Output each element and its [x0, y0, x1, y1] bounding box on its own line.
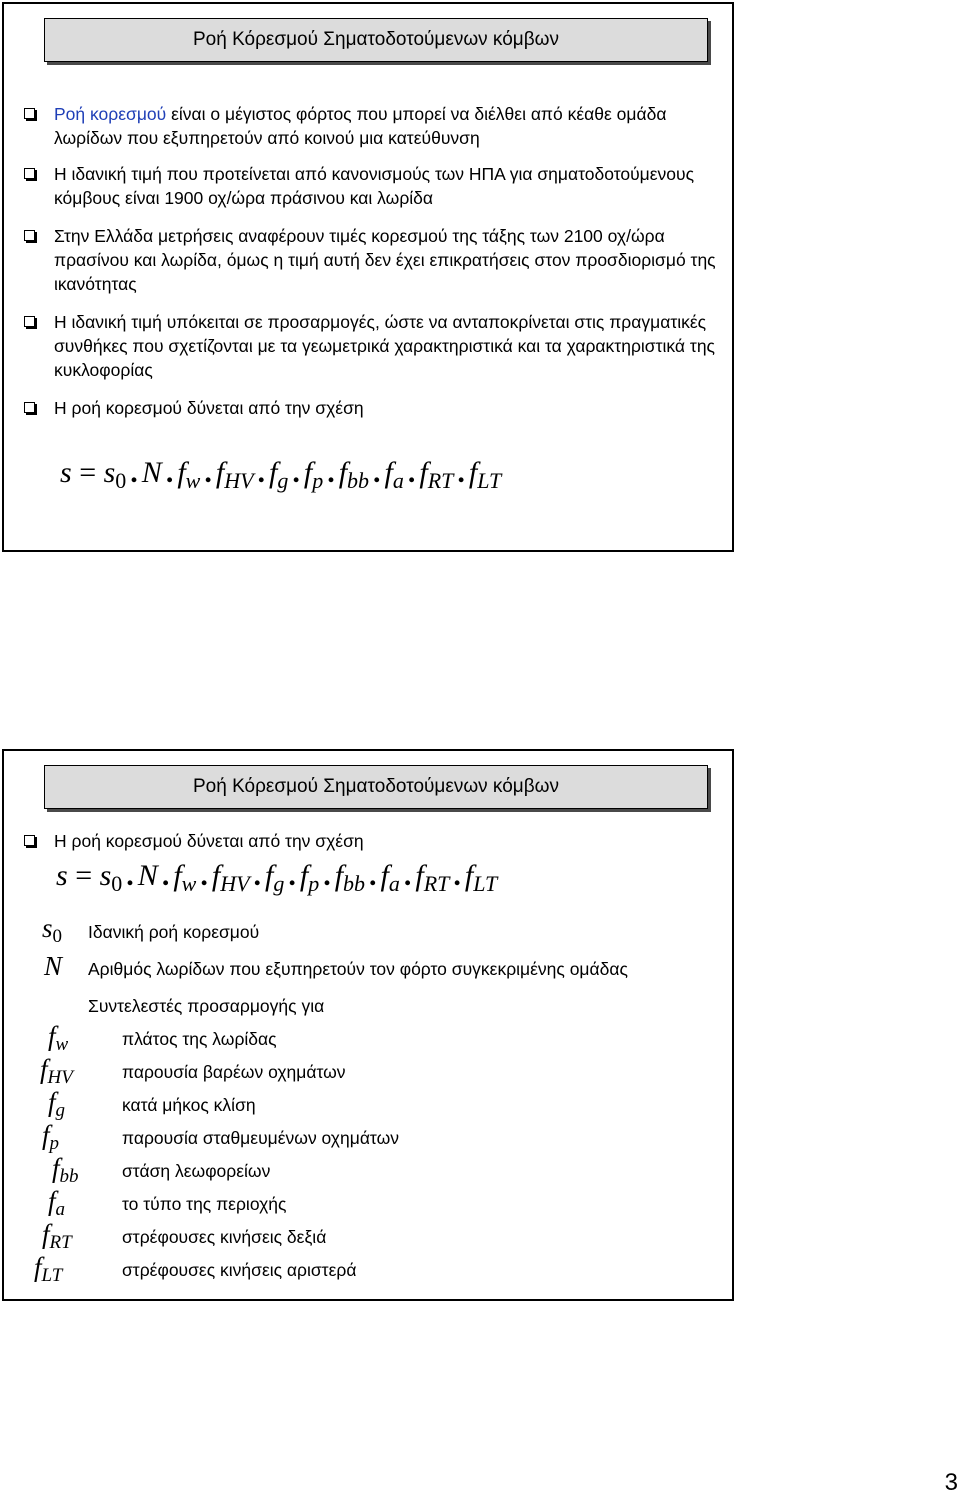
- bullet-4: [24, 310, 724, 382]
- factor-bb-description: στάση λεωφορείων: [122, 1161, 271, 1181]
- symbol-N: N: [44, 951, 63, 981]
- slide-2-bullet-text: Η ροή κορεσμού δύνεται από την σχέση: [54, 831, 364, 851]
- bullet-2-text: Η ιδανική τιμή που προτείνεται από κανονισμούς των ΗΠΑ για σηματοδοτούμενους κόμβους είναι 1900 οχ/ώρα πράσινου και λωρίδα: [54, 164, 695, 208]
- factors-heading: Συντελεστές προσαρμογής για: [88, 996, 325, 1016]
- bullet-5-text: Η ροή κορεσμού δύνεται από την σχέση: [54, 398, 364, 418]
- checkbox-bullet-icon: [24, 402, 35, 413]
- s0-description: Ιδανική ροή κορεσμού: [88, 922, 260, 942]
- factor-HV-description: παρουσία βαρέων οχημάτων: [122, 1062, 346, 1082]
- symbol-f-p: fp: [42, 1120, 60, 1154]
- factor-RT-description: στρέφουσες κινήσεις δεξιά: [122, 1227, 327, 1247]
- symbol-f-w: fw: [48, 1021, 69, 1055]
- bullet-5: [24, 396, 724, 420]
- slide-2: [2, 749, 734, 1301]
- bullet-2: [24, 162, 724, 210]
- symbol-f-a: fa: [48, 1186, 66, 1220]
- slide-1: [2, 2, 734, 552]
- factor-LT-description: στρέφουσες κινήσεις αριστερά: [122, 1260, 357, 1280]
- bullet-3-text: Στην Ελλάδα μετρήσεις αναφέρουν τιμές κορεσμού της τάξης των 2100 οχ/ώρα πρασίνου και λωρίδα, όμως η τιμή αυτή δεν έχει επικρατήσεις στον προσδιορισμό της ικανότητας: [54, 226, 716, 294]
- saturation-flow-formula: $s = s_0$ . N . $f_w$ . $f_{HV}$ . $f_g$ . $f_p$ . $f_{bb}$ . $f_a$ . $f_{RT}$ . $f_{LT}$: [60, 456, 502, 493]
- symbol-f-LT: fLT: [34, 1252, 63, 1286]
- bullet-1-text: Ροή κορεσμού είναι ο μέγιστος φόρτος που μπορεί να διέλθει από κέαθε ομάδα λωρίδων που εξυπηρετούν από κοινού μια κατεύθυνση: [54, 104, 667, 148]
- symbol-s0: s0: [42, 913, 63, 947]
- bullet-3: [24, 224, 724, 296]
- saturation-flow-formula-2: $s = s_0$ . N . $f_w$ . $f_{HV}$ . $f_g$ . $f_p$ . $f_{bb}$ . $f_a$ . $f_{RT}$ . $f_{LT}$: [56, 859, 498, 896]
- checkbox-bullet-icon: [24, 168, 35, 179]
- checkbox-bullet-icon: [24, 108, 35, 119]
- symbol-f-g: fg: [48, 1087, 66, 1121]
- factor-w-description: πλάτος της λωρίδας: [122, 1029, 277, 1049]
- page-number: 3: [944, 1469, 958, 1496]
- factor-a-description: το τύπο της περιοχής: [122, 1194, 287, 1214]
- factor-g-description: κατά μήκος κλίση: [122, 1095, 256, 1115]
- factor-p-description: παρουσία σταθμευμένων οχημάτων: [122, 1128, 400, 1148]
- checkbox-bullet-icon: [24, 835, 35, 846]
- slide-1-title: Ροή Κόρεσμού Σηματοδοτούμενων κόμβων: [44, 18, 708, 62]
- slide-2-bullet: [24, 829, 724, 853]
- checkbox-bullet-icon: [24, 230, 35, 241]
- symbol-f-HV: fHV: [40, 1054, 73, 1088]
- symbol-f-RT: fRT: [42, 1219, 72, 1253]
- slide-2-title: Ροή Κόρεσμού Σηματοδοτούμενων κόμβων: [44, 765, 708, 809]
- bullet-1-highlight: Ροή κορεσμού: [54, 104, 167, 124]
- symbol-f-bb: fbb: [52, 1153, 79, 1187]
- N-description: Αριθμός λωρίδων που εξυπηρετούν τον φόρτο συγκεκριμένης ομάδας: [88, 959, 628, 979]
- bullet-4-text: Η ιδανική τιμή υπόκειται σε προσαρμογές, ώστε να ανταποκρίνεται στις πραγματικές συνθήκες που σχετίζονται με τα γεωμετρικά χαρακτηριστικά και τα χαρακτηριστικά της κυκλοφορίας: [54, 312, 715, 380]
- checkbox-bullet-icon: [24, 316, 35, 327]
- bullet-1: [24, 102, 724, 150]
